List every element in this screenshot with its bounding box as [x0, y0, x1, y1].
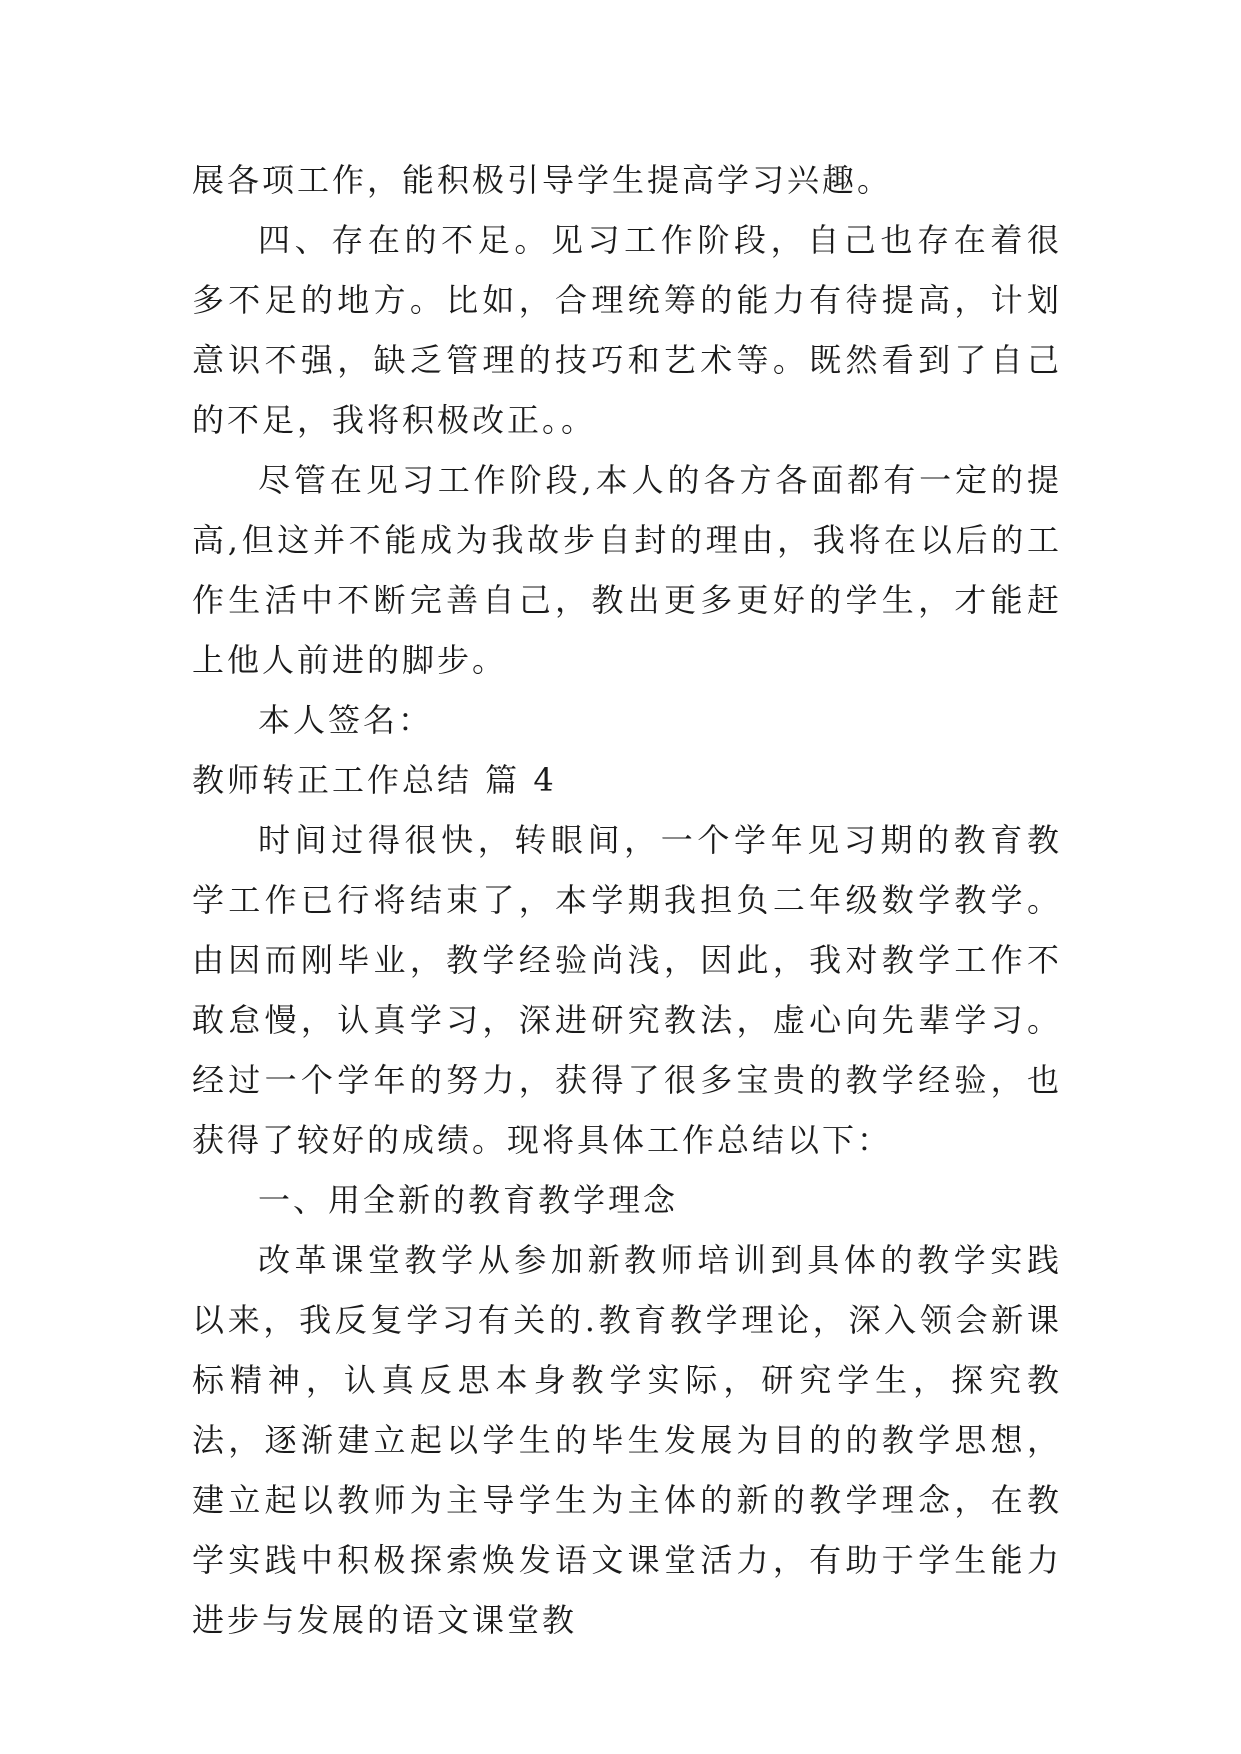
subheading-one: 一、用全新的教育教学理念 [258, 1181, 679, 1219]
section-title: 教师转正工作总结 篇 4 [192, 761, 557, 799]
paragraph-intro: 时间过得很快，转眼间，一个学年见习期的教育教学工作已行将结束了，本学期我担负二年级数学教学。由因而刚毕业，教学经验尚浅，因此，我对教学工作不敢怠慢，认真学习，深进研究教法，虚心向先辈学习。经过一个学年的努力，获得了很多宝贵的教学经验，也获得了较好的成绩。现将具体工作总结以下： [192, 821, 1062, 1159]
paragraph-conclusion: 尽管在见习工作阶段,本人的各方各面都有一定的提高,但这并不能成为我故步自封的理由，我将在以后的工作生活中不断完善自己，教出更多更好的学生，才能赶上他人前进的脚步。 [192, 461, 1062, 679]
paragraph-shortcomings: 四、存在的不足。见习工作阶段，自己也存在着很多不足的地方。比如，合理统筹的能力有待提高，计划意识不强，缺乏管理的技巧和艺术等。既然看到了自己的不足，我将积极改正。。 [192, 221, 1062, 439]
signature-line: 本人签名： [258, 701, 434, 739]
document-page [192, 150, 1062, 1650]
paragraph-continuation: 展各项工作，能积极引导学生提高学习兴趣。 [192, 161, 893, 199]
paragraph-reform: 改革课堂教学从参加新教师培训到具体的教学实践以来，我反复学习有关的.教育教学理论，深入领会新课标精神，认真反思本身教学实际，研究学生，探究教法，逐渐建立起以学生的毕生发展为目的的教学思想，建立起以教师为主导学生为主体的新的教学理念，在教学实践中积极探索焕发语文课堂活力，有助于学生能力进步与发展的语文课堂教 [192, 1241, 1062, 1639]
